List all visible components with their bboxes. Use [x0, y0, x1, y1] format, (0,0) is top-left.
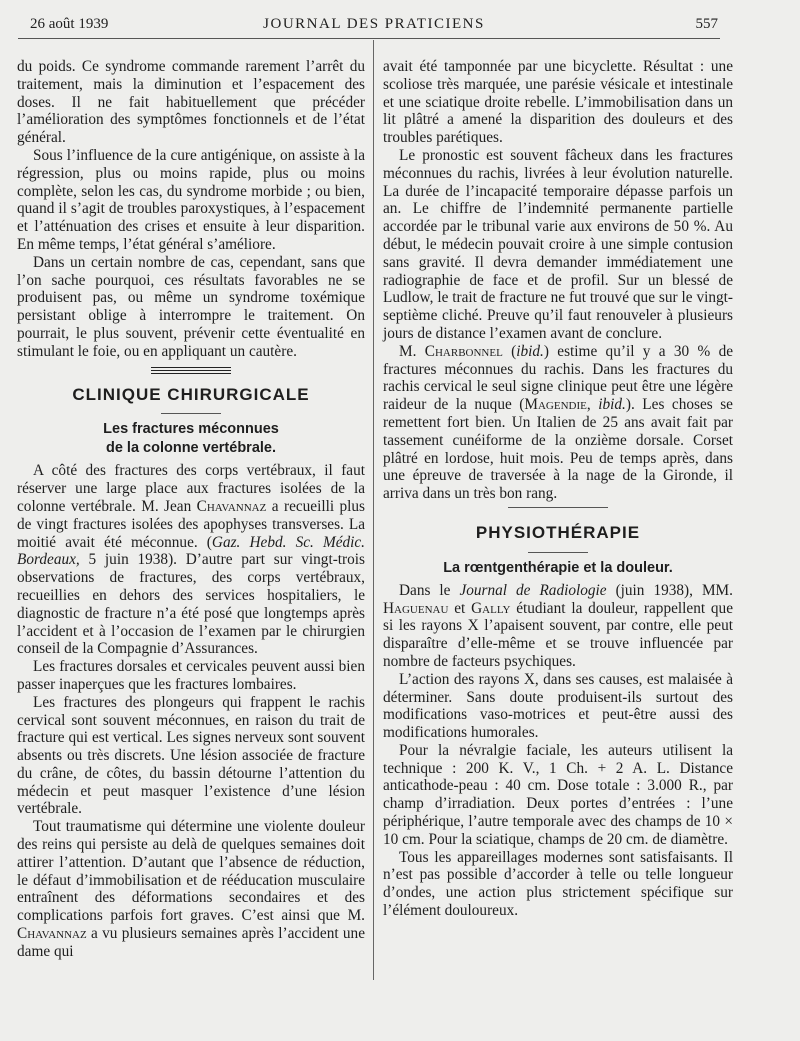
text-run: a vu plusieurs semaines après l’accident une dame qui — [17, 925, 365, 960]
paragraph: Tous les appareillages modernes sont satisfaisants. Il n’est pas possible d’accorder à telle ou telle longueur d’ondes, une action plus strictement spécifique sur l’élément douloureux. — [383, 848, 733, 920]
paragraph — [383, 582, 733, 671]
text-run: ). Les choses se remettent fort bien. Un Italien de 25 ans avait fait par tassement cunéiforme de la onzième dorsale. Corset plâtré en lordose, huit mois. Peu de temps après, dans une épreuve de traversée à la nage de la Gironde, il arriva dans un très bon rang. — [383, 396, 733, 503]
paragraph: du poids. Ce syndrome commande rarement l’arrêt du traitement, mais la diminution et l’espacement des doses. Il ne fait habituellement que précéder l’amélioration des symptômes fonctionnels et de l’état général. — [17, 58, 365, 147]
article-title — [17, 420, 365, 458]
header-rule — [18, 38, 720, 39]
header-date: 26 août 1939 — [30, 16, 109, 32]
text-run: A côté des fractures des corps vertébraux, il faut réserver une large place aux fractures isolées de la colonne vertébrale. M. Jean — [17, 462, 365, 515]
paragraph: Les fractures dorsales et cervicales peuvent aussi bien passer inaperçues que les fractures lombaires. — [17, 658, 365, 693]
text-run: ( — [502, 342, 517, 360]
running-header — [30, 12, 718, 36]
journal-reference: Journal de Radiologie — [459, 581, 607, 599]
paragraph: Pour la névralgie faciale, les auteurs utilisent la technique : 200 K. V., 1 Ch. + 2 A. L. Distance anticathode-peau : 40 cm. Dose totale : 3.000 R., par champ d’irradiation. Deux portes d’entrées : l’une périphérique, l’autre temporale avec des champs de 10 × 10 cm. Pour la sciatique, champs de 20 cm. de diamètre. — [383, 741, 733, 848]
page-number: 557 — [695, 16, 718, 32]
right-column — [383, 58, 733, 920]
author-name: Chavannaz — [17, 925, 87, 943]
paragraph: L’action des rayons X, dans ses causes, est malaisée à déterminer. Sans doute produisent-ils surtout des modifications vaso-motrices et peut-être aussi des modifications humorales. — [383, 670, 733, 742]
text-run: Dans le — [399, 581, 460, 599]
author-name: Charbonnel — [424, 342, 503, 360]
paragraph — [17, 818, 365, 960]
paragraph: avait été tamponnée par une bicyclette. Résultat : une scoliose très marquée, une parésie vésicale et intestinale et une sciatique droite rebelle. L’immobilisation dans un lit plâtré a amené la disparition des douleurs et des troubles parétiques. — [383, 58, 733, 147]
paragraph — [17, 462, 365, 658]
article-separator — [508, 507, 608, 508]
text-run: Tout traumatisme qui détermine une violente douleur des reins qui persiste au delà de quelques semaines doit attirer l’attention. D’autant que l’absence de réduction, le défaut d’immobilisation et de rééducation musculaire entraînent des déformations secondaires et des complications parfois fort graves. C’est ainsi que M. — [17, 818, 365, 925]
text-run: , — [586, 396, 599, 414]
paragraph — [383, 343, 733, 503]
author-name: Gally — [471, 599, 511, 617]
column-divider — [373, 40, 374, 980]
journal-reference: Gaz. Hebd. Sc. Médic. Bordeaux, — [17, 533, 365, 569]
short-rule — [528, 552, 588, 553]
text-run: ) estime qu’il y a 30 % de fractures méconnues du rachis. Dans les fractures du rachis cervical le seul signe clinique peut être une légère raideur de la nuque ( — [383, 342, 734, 414]
journal-title: JOURNAL DES PRATICIENS — [263, 16, 485, 32]
section-title: CLINIQUE CHIRURGICALE — [72, 384, 310, 404]
text-run: et — [448, 599, 472, 617]
paragraph: Dans un certain nombre de cas, cependant, sans que l’on sache pourquoi, ces résultats favorables ne se produisent pas, ou même un syndrome toxémique persistant oblige à interrompre le traitement. On pourrait, le plus souvent, prévenir cette éventualité en stimulant le foie, ou en appliquant un cautère. — [17, 253, 365, 360]
author-name: Chavannaz — [196, 497, 267, 515]
article-title-line: de la colonne vertébrale. — [105, 440, 277, 457]
paragraph: Le pronostic est souvent fâcheux dans les fractures méconnues du rachis, livrées à leur évolution naturelle. La durée de l’incapacité temporaire dépasse parfois un an. Le chiffre de l’indemnité permanente partielle accordée par le tribunal varie aux environs de 50 %. Au début, le médecin pouvait croire à une simple contusion sans gravité. Il devra demander immédiatement une radiographie de face et de profil. Sur un blessé de Ludlow, le trait de fracture ne fut trouvé que sur le vingt-septième cliché. Preuve qu’il faut renouveler à plusieurs jours de distance l’examen avant de conclure. — [383, 146, 733, 342]
text-run: 5 juin 1938). D’autre part sur vingt-trois observations de fractures, des corps vertébraux, recueillies en dehors des services hospitaliers, le diagnostic de fracture n’a été posé que longtemps après l’accident et à l’occasion de l’examen par le chirurgien conseil de la Compagnie d’Assurances. — [17, 551, 365, 658]
short-rule — [161, 413, 221, 414]
author-name: Haguenau — [383, 599, 449, 617]
paragraph: Sous l’influence de la cure antigénique, on assiste à la régression, plus ou moins rapide, plus ou moins complète, selon les cas, du syndrome morbide ; ou bien, quand il s’agit de troubles paroxystiques, à l’espacement et l’atténuation des crises et ensuite à leur disparition. En même temps, l’état général s’améliore. — [17, 146, 365, 253]
text-run: étudiant la douleur, rappellent que si les rayons X l’apaisent souvent, par contre, elle peut disparaître d’elle-même et se trouve influencée par nombre de facteurs psychiques. — [383, 599, 733, 670]
paragraph: Les fractures des plongeurs qui frappent le rachis cervical sont souvent méconnues, en raison du trait de fracture qui est vertical. Les signes nerveux sont souvent absents ou très discrets. Une lésion associée de fracture du crâne, de côtes, du bassin détourne l’attention du médecin et peut masquer l’existence d’une lésion vertébrale. — [17, 693, 365, 818]
text-run: a recueilli plus de vingt fractures isolées des apophyses transverses. La moitié avait été méconnue. ( — [17, 497, 365, 551]
left-column — [17, 58, 365, 961]
text-run: M. — [399, 342, 425, 360]
article-title: La rœntgenthérapie et la douleur. — [443, 559, 673, 576]
ibid-reference: ibid. — [598, 396, 626, 414]
text-run: (juin 1938), MM. — [606, 581, 733, 599]
author-name: Magendie — [524, 396, 587, 414]
section-title: PHYSIOTHÉRAPIE — [475, 522, 641, 542]
ibid-reference: ibid. — [516, 342, 544, 360]
section-ornament — [151, 367, 231, 374]
article-title-line: Les fractures méconnues — [103, 421, 279, 438]
